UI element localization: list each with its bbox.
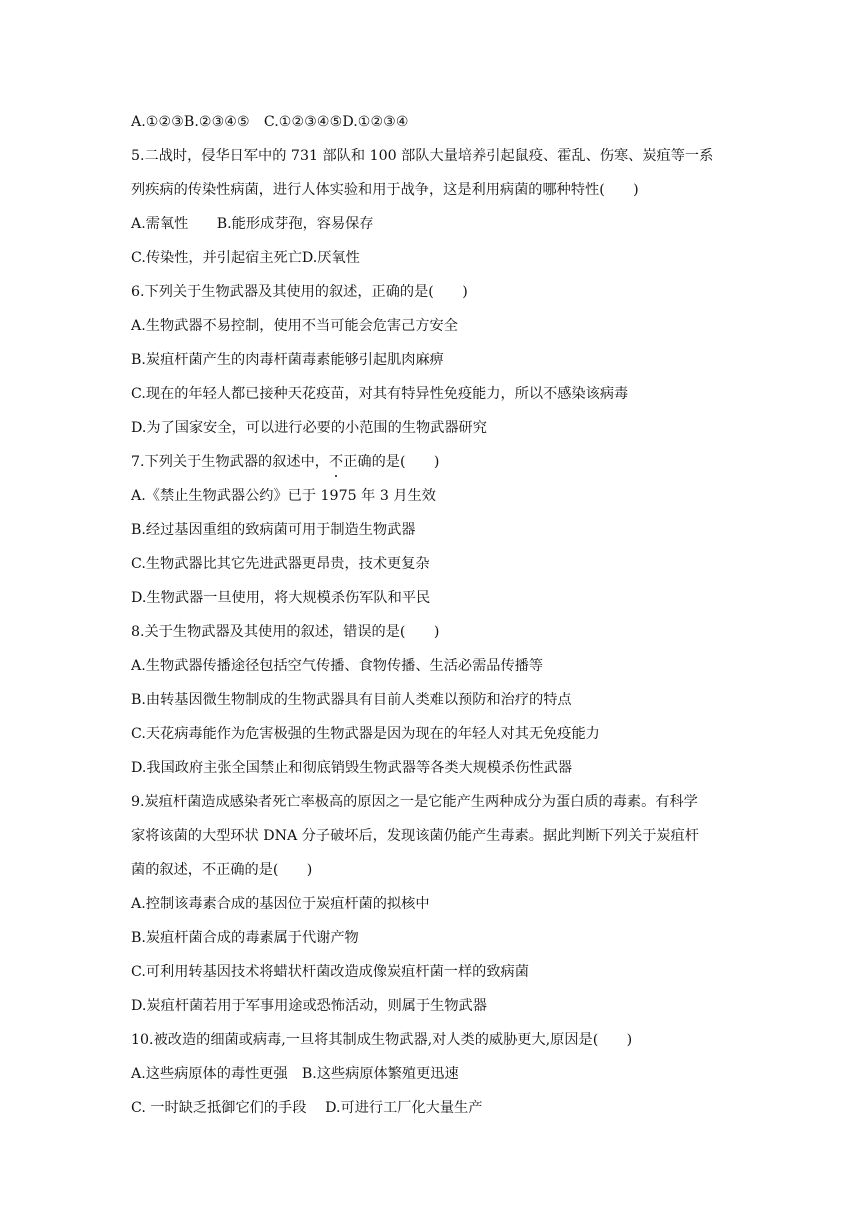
q8-option-d: D.我国政府主张全国禁止和彻底销毁生物武器等各类大规模杀伤性武器 [131,760,573,776]
q9-option-b: B.炭疽杆菌合成的毒素属于代谢产物 [131,930,359,946]
q8-option-c: C.天花病毒能作为危害极强的生物武器是因为现在的年轻人对其无免疫能力 [131,726,600,742]
q8-option-b: B.由转基因微生物制成的生物武器具有目前人类难以预防和治疗的特点 [131,692,572,708]
q7-stem [131,452,736,472]
q6-stem: 6.下列关于生物武器及其使用的叙述，正确的是( ) [131,284,468,300]
q6-option-c: C.现在的年轻人都已接种天花疫苗，对其有特异性免疫能力，所以不感染该病毒 [131,386,629,402]
q6-option-b: B.炭疽杆菌产生的肉毒杆菌毒素能够引起肌肉麻痹 [131,352,444,368]
q10-options-cd: C. 一时缺乏抵御它们的手段 D.可进行工厂化大量生产 [131,1100,483,1116]
q7-stem-prefix: 7.下列关于生物武器的叙述中， [131,454,329,470]
q7-stem-suffix: 正确的是( ) [343,454,440,470]
q7-option-c: C.生物武器比其它先进武器更昂贵，技术更复杂 [131,556,430,572]
q5-stem-line-2: 列疾病的传染性病菌，进行人体实验和用于战争，这是利用病菌的哪种特性( ) [131,182,639,198]
q5-options-ab: A.需氧性 B.能形成芽孢，容易保存 [131,216,374,232]
q8-option-a: A.生物武器传播途径包括空气传播、食物传播、生活必需品传播等 [131,658,544,674]
q6-option-a: A.生物武器不易控制，使用不当可能会危害己方安全 [131,318,458,334]
q9-stem-line-3: 菌的叙述，不正确的是( ) [131,862,313,878]
q10-options-ab: A.这些病原体的毒性更强 B.这些病原体繁殖更迅速 [131,1066,459,1082]
q7-option-d: D.生物武器一旦使用，将大规模杀伤军队和平民 [131,590,431,606]
q10-stem: 10.被改造的细菌或病毒,一旦将其制成生物武器,对人类的威胁更大,原因是( ) [131,1032,633,1048]
q9-stem-line-1: 9.炭疽杆菌造成感染者死亡率极高的原因之一是它能产生两种成分为蛋白质的毒素。有科学 [131,794,698,810]
emphasis-dot-word: 不 [328,454,344,470]
q6-option-d: D.为了国家安全，可以进行必要的小范围的生物武器研究 [131,420,487,436]
q9-option-a: A.控制该毒素合成的基因位于炭疽杆菌的拟核中 [131,896,430,912]
q8-stem: 8.关于生物武器及其使用的叙述，错误的是( ) [131,624,440,640]
q9-option-d: D.炭疽杆菌若用于军事用途或恐怖活动，则属于生物武器 [131,998,487,1014]
q4-options-line: A.①②③B.②③④⑤ C.①②③④⑤D.①②③④ [131,114,409,130]
q9-option-c: C.可利用转基因技术将蜡状杆菌改造成像炭疽杆菌一样的致病菌 [131,964,529,980]
q9-stem-line-2: 家将该菌的大型环状 DNA 分子破坏后，发现该菌仍能产生毒素。据此判断下列关于炭疽杆 [131,828,699,844]
q5-stem-line-1: 5.二战时，侵华日军中的 731 部队和 100 部队大量培养引起鼠疫、霍乱、伤寒、炭疽等一系 [131,148,714,164]
q5-options-cd: C.传染性，并引起宿主死亡D.厌氧性 [131,250,360,266]
q7-option-b: B.经过基因重组的致病菌可用于制造生物武器 [131,522,416,538]
q7-option-a: A.《禁止生物武器公约》已于 1975 年 3 月生效 [131,488,436,504]
